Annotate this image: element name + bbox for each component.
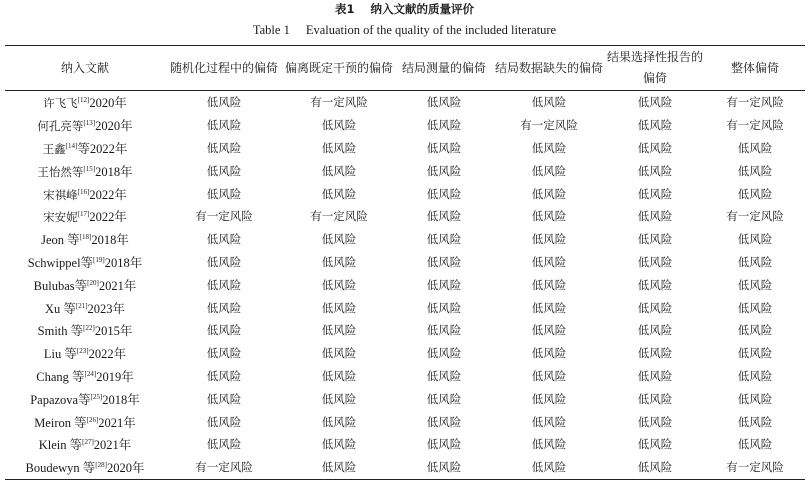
study-reference: [18] [79,233,92,242]
table-heading-en: Evaluation of the quality of the included literature [305,23,557,37]
study-author: Jeon 等 [41,233,80,248]
table-row [5,137,805,160]
study-reference: [12] [77,96,90,105]
rating-selective-reporting: 低风险 [637,254,673,269]
study-author: 王鑫 [42,141,66,156]
rating-overall: 低风险 [737,163,773,178]
rating-randomization: 有一定风险 [195,209,253,224]
study-cell [5,137,165,160]
rating-selective-reporting: 低风险 [637,277,673,292]
study-author: 宋祺峰 [43,187,78,202]
study-cell [5,159,165,182]
study-author: 宋安妮 [43,210,78,225]
rating-randomization: 低风险 [206,391,242,406]
rating-selective-reporting: 低风险 [637,368,673,383]
study-year: 2018年 [95,164,133,179]
table-row [5,387,805,410]
rating-overall: 低风险 [737,232,773,247]
table-row [5,182,805,205]
rating-selective-reporting: 低风险 [637,414,673,429]
rating-missing-data: 低风险 [531,209,567,224]
header-selective-reporting-bias: 结果选择性报告的偏倚 [607,50,704,85]
rating-measurement: 低风险 [426,163,462,178]
study-year: 2020年 [106,461,145,476]
header-missing-data-bias: 结局数据缺失的偏倚 [495,60,604,75]
rating-missing-data: 低风险 [531,232,567,247]
rating-randomization: 低风险 [206,95,242,110]
rating-missing-data: 低风险 [531,323,567,338]
study-reference: [16] [77,187,90,196]
rating-deviation: 低风险 [321,437,357,452]
rating-missing-data: 低风险 [531,254,567,269]
study-cell [5,296,165,319]
rating-selective-reporting: 低风险 [637,437,673,452]
rating-overall: 低风险 [737,437,773,452]
study-reference: [15] [83,164,96,173]
table-row [5,410,805,433]
header-overall-bias: 整体偏倚 [730,60,779,75]
rating-overall: 低风险 [737,277,773,292]
study-year: 2021年 [93,438,132,453]
rating-measurement: 低风险 [426,186,462,201]
study-year: 2020年 [89,96,127,111]
table-row [5,91,805,114]
rating-missing-data: 低风险 [531,140,567,155]
rating-measurement: 低风险 [426,300,462,315]
rating-randomization: 低风险 [206,323,242,338]
rating-measurement: 低风险 [426,277,462,292]
rating-randomization: 低风险 [206,346,242,361]
study-year: 2021年 [98,278,137,293]
rating-overall: 低风险 [737,323,773,338]
table-row [5,319,805,342]
rating-overall: 低风险 [737,300,773,315]
rating-measurement: 低风险 [426,437,462,452]
rating-measurement: 低风险 [426,391,462,406]
rating-deviation: 低风险 [321,346,357,361]
study-author: 许飞飞 [43,96,78,111]
rating-overall: 有一定风险 [726,95,784,110]
study-author: Chang 等 [36,369,85,384]
rating-randomization: 低风险 [206,232,242,247]
table-row [5,433,805,456]
study-cell [5,273,165,296]
rating-deviation: 有一定风险 [310,95,368,110]
study-reference: [19] [93,255,105,264]
rating-randomization: 低风险 [206,186,242,201]
rating-randomization: 低风险 [206,163,242,178]
rating-missing-data: 低风险 [531,460,567,475]
table-row [5,205,805,228]
study-year: 2020年 [95,119,133,134]
study-year: 等2022年 [77,141,128,156]
rating-deviation: 低风险 [321,254,357,269]
rating-overall: 低风险 [737,391,773,406]
rating-overall: 有一定风险 [726,209,784,224]
study-year: 2018年 [91,233,129,248]
rating-missing-data: 低风险 [531,391,567,406]
rating-deviation: 低风险 [321,163,357,178]
rating-selective-reporting: 低风险 [637,95,673,110]
rating-measurement: 低风险 [426,118,462,133]
table-row [5,114,805,137]
study-cell [5,228,165,251]
rating-selective-reporting: 低风险 [637,118,673,133]
rating-randomization: 低风险 [206,300,242,315]
study-cell [5,433,165,456]
rating-selective-reporting: 低风险 [637,391,673,406]
study-year: 2015年 [94,324,133,339]
rating-selective-reporting: 低风险 [637,186,673,201]
rating-measurement: 低风险 [426,140,462,155]
rating-selective-reporting: 低风险 [637,323,673,338]
study-reference: [14] [65,141,78,150]
rating-deviation: 有一定风险 [310,209,368,224]
study-cell [5,251,165,274]
study-reference: [21] [75,301,88,310]
rating-selective-reporting: 低风险 [637,163,673,178]
study-reference: [28] [95,461,107,470]
rating-deviation: 低风险 [321,391,357,406]
rating-missing-data: 低风险 [531,368,567,383]
rating-measurement: 低风险 [426,95,462,110]
table-row [5,228,805,251]
rating-deviation: 低风险 [321,277,357,292]
rating-measurement: 低风险 [426,460,462,475]
rating-missing-data: 低风险 [531,186,567,201]
rating-selective-reporting: 低风险 [637,460,673,475]
rating-overall: 低风险 [737,186,773,201]
rating-deviation: 低风险 [321,300,357,315]
rating-missing-data: 有一定风险 [520,118,578,133]
rating-measurement: 低风险 [426,209,462,224]
rating-overall: 低风险 [737,414,773,429]
rating-overall: 低风险 [737,140,773,155]
rating-selective-reporting: 低风险 [637,140,673,155]
table-row [5,273,805,296]
table-row [5,365,805,388]
rating-overall: 有一定风险 [726,118,784,133]
study-year: 2022年 [88,347,127,362]
table-heading-cn: 纳入文献的质量评价 [370,2,474,16]
rating-randomization: 低风险 [206,254,242,269]
rating-overall: 低风险 [737,254,773,269]
rating-randomization: 低风险 [206,118,242,133]
rating-measurement: 低风险 [426,254,462,269]
study-reference: [23] [76,347,89,356]
rating-deviation: 低风险 [321,140,357,155]
rating-randomization: 低风险 [206,277,242,292]
rating-measurement: 低风险 [426,414,462,429]
study-author: Bulubas等 [33,278,88,293]
study-reference: [20] [87,278,99,287]
study-reference: [13] [83,119,96,128]
study-cell [5,205,165,228]
rating-overall: 有一定风险 [726,460,784,475]
study-year: 2018年 [104,255,143,270]
rating-deviation: 低风险 [321,232,357,247]
study-cell [5,387,165,410]
rating-deviation: 低风险 [321,186,357,201]
rating-missing-data: 低风险 [531,163,567,178]
study-reference: [22] [83,324,95,333]
table-row [5,159,805,182]
study-cell [5,182,165,205]
study-cell [5,456,165,479]
table-title-cn [0,1,809,17]
table-label-cn: 表1 [334,2,355,16]
study-year: 2023年 [87,301,126,316]
study-reference: [25] [90,392,103,401]
study-cell [5,365,165,388]
rating-randomization: 低风险 [206,414,242,429]
rating-deviation: 低风险 [321,323,357,338]
rating-measurement: 低风险 [426,232,462,247]
rating-deviation: 低风险 [321,414,357,429]
study-author: Xu 等 [44,301,76,316]
study-year: 2021年 [98,415,136,430]
study-year: 2022年 [89,210,127,225]
study-author: Meiron 等 [34,415,87,430]
rating-measurement: 低风险 [426,323,462,338]
rating-randomization: 低风险 [206,368,242,383]
study-reference: [17] [77,210,90,219]
study-reference: [27] [82,438,94,447]
rating-selective-reporting: 低风险 [637,232,673,247]
study-author: Smith 等 [37,324,84,339]
rating-deviation: 低风险 [321,118,357,133]
rating-overall: 低风险 [737,368,773,383]
study-author: Klein 等 [38,438,83,453]
study-year: 2022年 [89,187,127,202]
table-body [5,91,805,480]
rating-selective-reporting: 低风险 [637,300,673,315]
table-header-row [5,46,805,91]
study-author: Liu 等 [43,347,77,362]
rating-missing-data: 低风险 [531,277,567,292]
rating-measurement: 低风险 [426,368,462,383]
study-author: Boudewyn 等 [25,461,96,476]
study-author: 何孔亮等 [37,119,84,134]
rating-deviation: 低风险 [321,368,357,383]
table-title-en [0,22,809,38]
table-row [5,342,805,365]
study-author: Schwippel等 [27,255,94,270]
study-author: 王怡然等 [37,164,84,179]
rating-missing-data: 低风险 [531,414,567,429]
rating-randomization: 低风险 [206,140,242,155]
rating-selective-reporting: 低风险 [637,346,673,361]
rating-randomization: 低风险 [206,437,242,452]
header-randomization-bias: 随机化过程中的偏倚 [169,60,278,75]
header-measurement-bias: 结局测量的偏倚 [401,60,486,75]
rating-missing-data: 低风险 [531,300,567,315]
study-author: Papazova等 [30,392,91,407]
study-cell [5,342,165,365]
rating-missing-data: 低风险 [531,95,567,110]
study-reference: [24] [84,369,97,378]
table-row [5,296,805,319]
quality-table [5,45,805,480]
rating-randomization: 有一定风险 [195,460,253,475]
table-row [5,251,805,274]
study-year: 2019年 [96,369,134,384]
rating-selective-reporting: 低风险 [637,209,673,224]
study-cell [5,410,165,433]
rating-measurement: 低风险 [426,346,462,361]
rating-deviation: 低风险 [321,460,357,475]
study-cell [5,114,165,137]
table-row [5,456,805,479]
study-cell [5,91,165,114]
rating-missing-data: 低风险 [531,437,567,452]
rating-overall: 低风险 [737,346,773,361]
study-year: 2018年 [102,392,140,407]
study-reference: [26] [86,415,99,424]
rating-missing-data: 低风险 [531,346,567,361]
table-label-en: Table 1 [252,23,290,37]
study-cell [5,319,165,342]
header-study: 纳入文献 [60,60,109,75]
header-deviation-bias: 偏离既定干预的偏倚 [285,60,394,75]
